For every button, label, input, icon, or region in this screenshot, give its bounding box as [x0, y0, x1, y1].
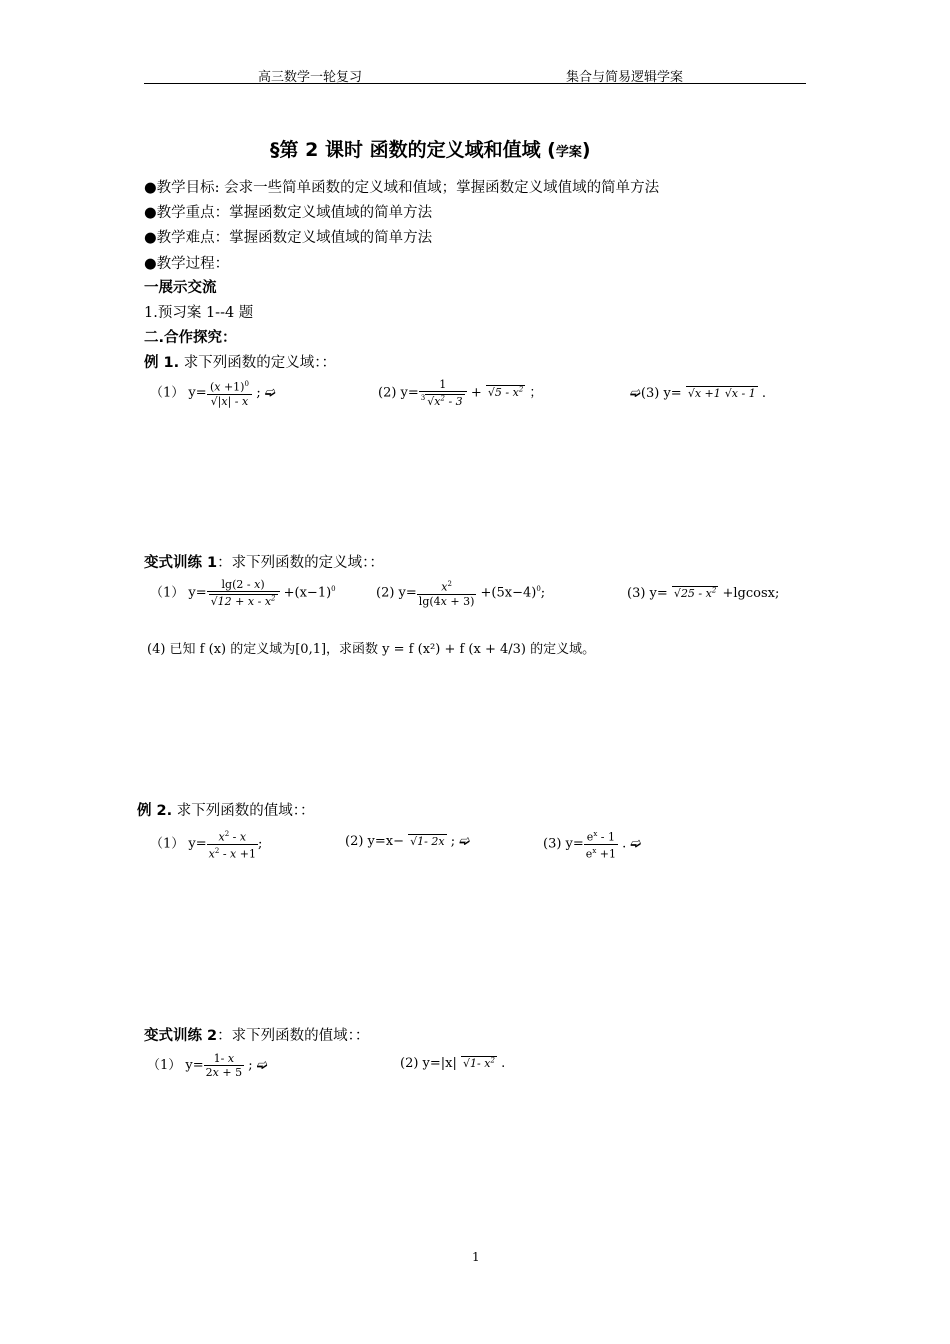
header-right: 集合与简易逻辑学案: [566, 70, 684, 85]
var2-formula-1: （1） y= $\frac{1- x}{2x + 5}$ ; ➫: [147, 1052, 268, 1079]
header-rule: [144, 83, 806, 84]
var1-problem-4: (4) 已知 f (x) 的定义域为[0,1]，求函数 y = f (x²) + f (x + 4/3) 的定义域。: [147, 642, 596, 657]
page-title: §第 2 课时 函数的定义域和值域 (学案): [270, 139, 591, 161]
bullet-process: ●教学过程：: [144, 256, 230, 272]
rabbit-icon: ➫: [459, 834, 471, 849]
page-number: 1: [472, 1250, 480, 1264]
variation-1-heading: 变式训练 1：求下列函数的定义域：：: [144, 555, 384, 571]
var1-formula-3: (3) y= √ $25 - x^2 +lgcosx$;: [627, 586, 779, 601]
section-explore: 二.合作探究：: [144, 330, 237, 346]
rabbit-icon: ➫: [630, 836, 642, 852]
var2-formula-2: (2) y=|x| √ 1- $x^2$ .: [400, 1056, 505, 1071]
ex1-formula-1: （1） y= $(x +1)^0$ √ |x| - x ; ➫: [150, 378, 276, 408]
section-display: 一展示交流: [144, 280, 217, 296]
ex1-formula-3: ➫(3) y= √ x +1√ x - 1 .: [630, 386, 766, 401]
variation-2-heading: 变式训练 2：求下列函数的值域：：: [144, 1028, 370, 1044]
header-left: 高三数学一轮复习: [258, 70, 363, 85]
ex1-formula-2: (2) y= $\frac{1}{^3√ x^2 - 3}$ + √ $5 - x^2$ ；: [378, 378, 542, 408]
bullet-goal: ●教学目标: 会求一些简单函数的定义域和值域；掌握函数定义域值域的简单方法: [144, 180, 660, 196]
ex2-formula-2: (2) y=x− √ 1- 2x ; ➫: [345, 834, 470, 849]
ex2-formula-3: (3) y= $\frac{e^x - 1}{e^x +1}$ . ➫: [543, 830, 642, 861]
rabbit-icon: ➫: [630, 386, 641, 401]
example-1-heading: 例 1. 求下列函数的定义域：：: [144, 355, 337, 371]
var1-formula-1: （1） y= lg(2 - x) √ $12 + x - x^2$ $+(x-1)^0$: [150, 578, 336, 608]
bullet-focus: ●教学重点：掌握函数定义域值域的简单方法: [144, 205, 433, 221]
rabbit-icon: ➫: [256, 1058, 268, 1073]
ex2-formula-1: （1） y= $\frac{x^2 - x}{x^2 - x +1}$ ;: [150, 830, 263, 861]
example-2-heading: 例 2. 求下列函数的值域：：: [137, 803, 315, 819]
rabbit-icon: ➫: [264, 385, 276, 401]
var1-formula-2: (2) y= $\frac{x^2}{\lg(4x + 3)}$ $+(5x-4)^0$;: [376, 580, 546, 608]
bullet-difficulty: ●教学难点：掌握函数定义域值域的简单方法: [144, 230, 433, 246]
preview-note: 1.预习案 1--4 题: [144, 305, 254, 321]
